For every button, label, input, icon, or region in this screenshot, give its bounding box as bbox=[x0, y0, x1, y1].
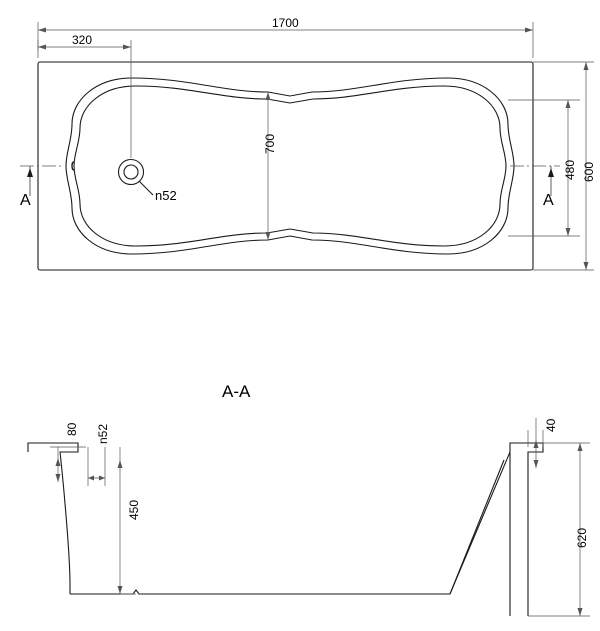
section-mark-left-top: A bbox=[20, 192, 31, 209]
dim-label-top-inner-height: 480 bbox=[563, 159, 577, 180]
tub-basin-contour bbox=[74, 86, 506, 246]
dim-label-top-inner-width: 700 bbox=[263, 133, 277, 154]
dim-label-section-overall-height: 620 bbox=[575, 527, 589, 548]
drain-inner-circle bbox=[124, 165, 138, 179]
dim-label-section-rim-left: 80 bbox=[65, 422, 79, 436]
section-right-inner bbox=[450, 460, 504, 594]
top-view bbox=[38, 62, 533, 270]
tub-rim-contour bbox=[66, 78, 514, 254]
section-basin-floor bbox=[70, 443, 543, 616]
section-title: A-A bbox=[222, 382, 251, 401]
dim-label-top-overall-length: 1700 bbox=[272, 16, 299, 30]
section-mark-right-top: A bbox=[543, 192, 554, 209]
tub-outline-top bbox=[38, 62, 533, 270]
drain-leader-line bbox=[139, 181, 153, 195]
top-view-dimensions bbox=[20, 22, 594, 270]
dim-label-drain-callout: n52 bbox=[155, 188, 177, 203]
dim-label-section-drain: n52 bbox=[96, 423, 110, 444]
dim-label-top-offset-left: 320 bbox=[72, 33, 93, 47]
drain-outer-circle bbox=[119, 160, 144, 185]
section-left-rim bbox=[28, 443, 78, 594]
dim-label-top-overall-width: 600 bbox=[582, 161, 596, 182]
dim-label-section-rim-right: 40 bbox=[544, 418, 558, 432]
dim-label-section-inner-depth: 450 bbox=[127, 499, 141, 520]
